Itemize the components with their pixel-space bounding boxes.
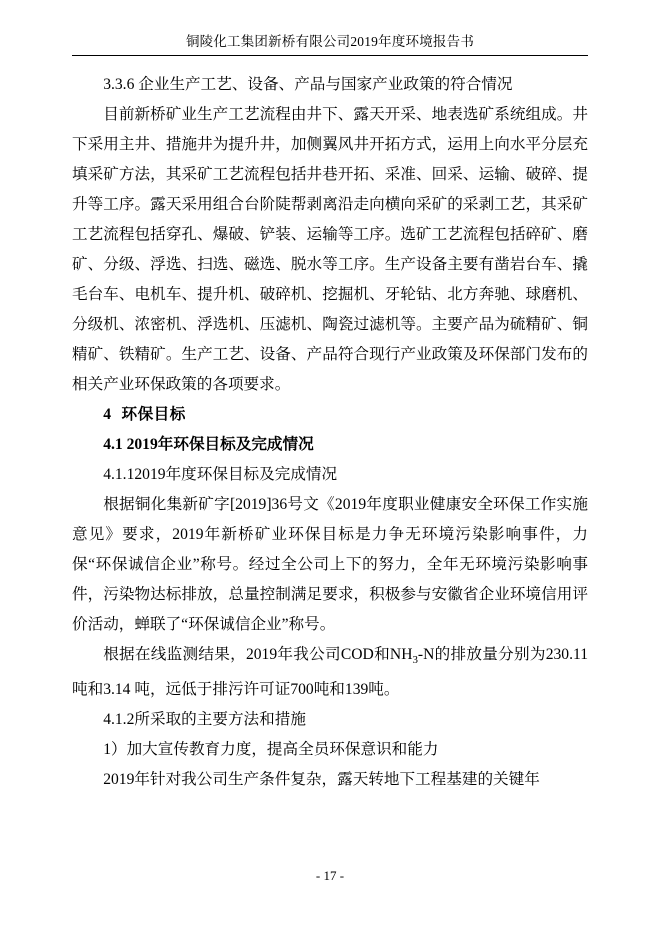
page-header-title: 铜陵化工集团新桥有限公司2019年度环境报告书 — [185, 34, 475, 49]
document-body — [72, 70, 588, 795]
section-heading-4-1: 4.1 2019年环保目标及完成情况 — [103, 436, 314, 453]
page-footer-number: - 17 - — [315, 868, 345, 883]
paragraph-measure-1: 1）加大宣传教育力度，提高全员环保意识和能力 — [103, 741, 439, 759]
paragraph-emission-data: 根据在线监测结果，2019年我公司COD和$NH_3-N$的排放量分别为230.11 吨和3.14 吨，远低于排污许可证700吨和139吨。 — [72, 646, 588, 699]
section-heading-3-3-6: 3.3.6 企业生产工艺、设备、产品与国家产业政策的符合情况 — [103, 76, 513, 93]
paragraph-production-process: 目前新桥矿业生产工艺流程由井下、露天开采、地表选矿系统组成。井下采用主井、措施井为提升井，加侧翼风井开拓方式，运用上向水平分层充填采矿方法，其采矿工艺流程包括井巷开拓、采准、回采、运输、破碎、提升等工序。露天采用组合台阶陡帮剥离沿走向横向采矿的采剥工艺，其采矿工艺流程包括穿孔、爆破、铲装、运输等工序。选矿工艺流程包括碎矿、磨矿、分级、浮选、扫选、磁选、脱水等工序。生产设备主要有凿岩台车、撬毛台车、电机车、提升机、破碎机、挖掘机、牙轮钻、北方奔驰、球磨机、分级机、浓密机、浮选机、压滤机、陶瓷过滤机等。主要产品为硫精矿、铜精矿、铁精矿。生产工艺、设备、产品符合现行产业政策及环保部门发布的相关产业环保政策的各项要求。 — [72, 106, 588, 393]
section-title-4: 环保目标 — [121, 406, 186, 423]
section-heading-4-1-1: 4.1.12019年度环保目标及完成情况 — [103, 466, 338, 483]
paragraph-environmental-goals: 根据铜化集新矿字[2019]36号文《2019年度职业健康安全环保工作实施意见》要求，2019年新桥矿业环保目标是力争无环境污染影响事件，力保“环保诚信企业”称号。经过全公司上下的努力，全年无环境污染影响事件，污染物达标排放，总量控制满足要求，积极参与安徽省企业环境信用评价活动，蝉联了“环保诚信企业”称号。 — [72, 496, 588, 633]
section-heading-4-1-2: 4.1.2所采取的主要方法和措施 — [103, 711, 306, 729]
paragraph-measure-1-detail: 2019年针对我公司生产条件复杂，露天转地下工程基建的关键年 — [103, 771, 540, 789]
page-content — [72, 30, 588, 795]
section-heading-4 — [72, 400, 588, 430]
header-divider — [72, 55, 588, 56]
section-number-4: 4 — [103, 406, 112, 423]
